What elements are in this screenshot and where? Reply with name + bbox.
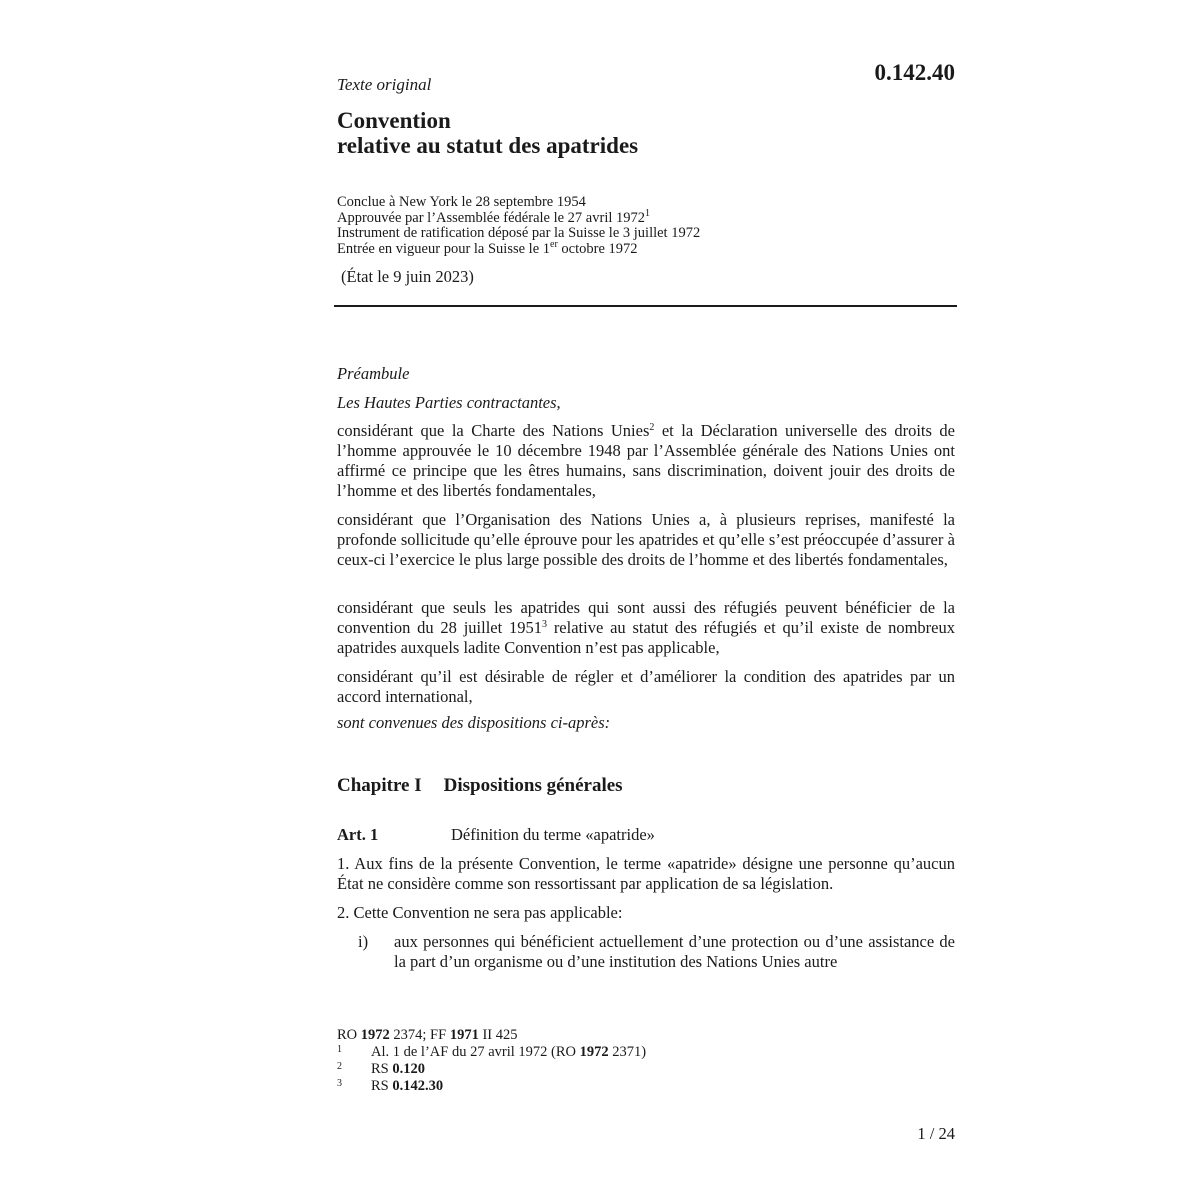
meta-entry-into-force: Entrée en vigueur pour la Suisse le 1er octobre 1972 — [337, 238, 638, 257]
meta-ratification: Instrument de ratification déposé par la Suisse le 3 juillet 1972 — [337, 225, 701, 241]
footnote-ref-2[interactable]: 2 — [649, 422, 655, 433]
link-rs-0-120[interactable]: 0.120 — [392, 1061, 425, 1077]
document-page — [337, 0, 955, 1200]
preamble-paragraph-1: considérant que la Charte des Nations Unies$^2$ et la Déclaration universelle des droits de l’homme approuvée le 10 décembre 1948 par l’Assemblée générale des Nations Unies ont affirmé ce principe que les êtres humains, sans discrimination, doivent jouir des droits de l’homme et des libertés fondamentales, — [337, 421, 955, 500]
page-number: 1 / 24 — [917, 1124, 955, 1143]
footnote-2: 2 RS 0.120 — [337, 1061, 425, 1077]
article-paragraph-2: 2. Cette Convention ne sera pas applicable: — [337, 903, 623, 922]
chapter-heading — [337, 775, 623, 797]
sr-number: 0.142.40 — [874, 60, 955, 85]
preamble-paragraph-2: considérant que l’Organisation des Nations Unies a, à plusieurs reprises, manifesté la profonde sollicitude qu’elle éprouve pour les apatrides et qu’elle s’est préoccupée d’assurer à ceux-ci l’exercice le plus large possible des droits de l’homme et des libertés fondamentales, — [337, 510, 955, 569]
meta-concluded: Conclue à New York le 28 septembre 1954 — [337, 194, 586, 210]
title-line-1: Convention — [337, 108, 451, 133]
link-rs-0-142-30[interactable]: 0.142.30 — [392, 1078, 444, 1094]
original-text-label: Texte original — [337, 75, 432, 94]
footnote-ref-3[interactable]: 3 — [542, 619, 548, 630]
preamble-parties: Les Hautes Parties contractantes, — [337, 393, 561, 412]
footnote-source: RO 1972 2374; FF 1971 II 425 — [337, 1027, 518, 1043]
preamble-heading: Préambule — [337, 364, 410, 383]
preamble-paragraph-4: considérant qu’il est désirable de régler et d’améliorer la condition des apatrides par un accord international, — [337, 667, 955, 706]
conclusion-metadata — [337, 195, 700, 257]
article-paragraph-1: 1. Aux fins de la présente Convention, le terme «apatride» désigne une personne qu’aucun État ne considère comme son ressortissant par application de sa législation. — [337, 854, 955, 893]
footnote-ref-1[interactable]: 1 — [645, 207, 651, 219]
list-item-marker: i) — [358, 932, 369, 951]
article-heading — [337, 825, 655, 845]
title-line-2: relative au statut des apatrides — [337, 133, 639, 158]
meta-approved: Approuvée par l’Assemblée fédérale le 27 avril 1972$^1$ — [337, 207, 651, 226]
preamble-paragraph-3: considérant que seuls les apatrides qui sont aussi des réfugiés peuvent bénéficier de la convention du 28 juillet 1951$^3$ relative au statut des réfugiés et qu’il existe de nombreux apatrides auxquels ladite Convention n’est pas applicable, — [337, 598, 955, 657]
footnotes — [337, 1027, 646, 1095]
list-item-text: aux personnes qui bénéficient actuellement d’une protection ou d’une assistance de la part d’un organisme ou d’une institution des Nations Unies autre — [394, 932, 955, 971]
footnote-1: 1 Al. 1 de l’AF du 27 avril 1972 (RO 1972 2371) — [337, 1044, 647, 1060]
status-date: (État le 9 juin 2023) — [341, 267, 474, 286]
article-number: Art. 1 — [337, 825, 379, 844]
chapter-title: Dispositions générales — [443, 775, 623, 796]
article-title: Définition du terme «apatride» — [451, 825, 655, 844]
chapter-number: Chapitre I — [337, 775, 422, 796]
header-divider — [334, 305, 957, 307]
footnote-3: 3 RS 0.142.30 — [337, 1078, 444, 1094]
preamble-closing: sont convenues des dispositions ci-après: — [337, 713, 611, 732]
document-title — [337, 108, 638, 158]
